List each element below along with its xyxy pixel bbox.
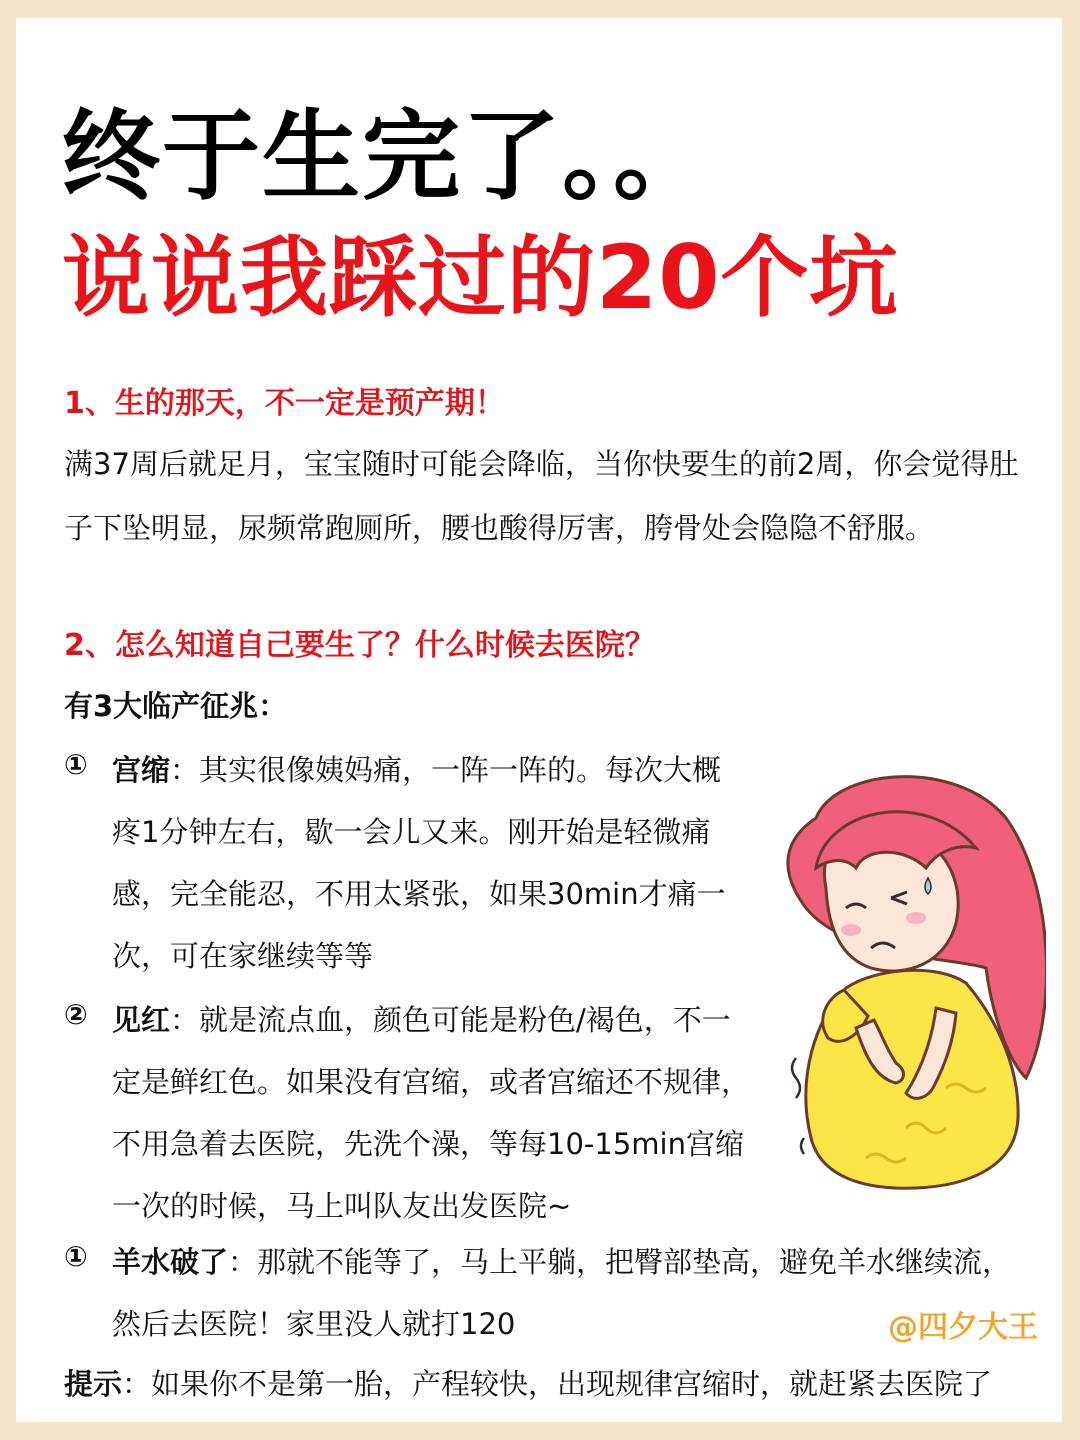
item-1-text: ：其实很像姨妈痛，一阵一阵的。每次大概 [170, 753, 722, 787]
sweat-drop [925, 878, 931, 894]
tip-line [64, 1362, 992, 1403]
item-1-line-2: 疼1分钟左右，歇一会儿又来。刚开始是轻微痛 [112, 815, 711, 849]
title-line-2: 说说我踩过的20个坑 [62, 226, 899, 329]
section-1-line-1: 满37周后就足月，宝宝随时可能会降临，当你快要生的前2周，你会觉得肚 [64, 447, 1019, 481]
item-2-text: ：就是流点血，颜色可能是粉色/褐色，不一 [170, 1003, 731, 1037]
item-2-marker: ② [64, 998, 88, 1031]
item-2-line-3: 不用急着去医院，先洗个澡，等每10-15min宫缩 [112, 1127, 744, 1161]
tip-label: 提示 [64, 1367, 123, 1401]
left-blush [841, 924, 861, 936]
item-2-line-1 [112, 998, 731, 1039]
item-2-term: 见红 [112, 1003, 171, 1037]
right-blush [906, 912, 926, 924]
item-1-term: 宫缩 [112, 753, 171, 787]
item-3-marker: ① [64, 1240, 88, 1273]
item-3-term: 羊水破了 [112, 1245, 229, 1279]
item-1-line-1 [112, 748, 721, 789]
item-2-line-4: 一次的时候，马上叫队友出发医院~ [112, 1189, 572, 1223]
watermark: @四夕大王 [888, 1310, 1038, 1345]
item-1-marker: ① [64, 748, 88, 781]
item-3-line-1 [112, 1240, 1011, 1281]
content-card [16, 18, 1062, 1422]
item-1-line-4: 次，可在家继续等等 [112, 939, 374, 973]
item-2-line-2: 定是鲜红色。如果没有宫缩，或者宫缩还不规律， [112, 1065, 751, 1099]
item-3-text: ：那就不能等了，马上平躺，把臀部垫高，避免羊水继续流， [228, 1245, 1012, 1279]
section-2-heading: 2、怎么知道自己要生了？什么时候去医院？ [64, 628, 655, 663]
item-1-line-3: 感，完全能忍，不用太紧张，如果30min才痛一 [112, 877, 726, 911]
section-1-line-2: 子下坠明显，尿频常跑厕所，腰也酸得厉害，胯骨处会隐隐不舒服。 [64, 511, 935, 545]
item-3-line-2: 然后去医院！家里没人就打120 [112, 1307, 516, 1341]
pain-mark-1 [792, 1058, 800, 1098]
section-1-heading: 1、生的那天，不一定是预产期！ [64, 386, 505, 421]
pain-mark-2 [801, 1138, 804, 1154]
tip-text: ：如果你不是第一胎，产程较快，出现规律宫缩时，就赶紧去医院了 [122, 1367, 993, 1401]
section-2-subheading: 有3大临产征兆： [64, 689, 288, 723]
pregnant-woman-illustration [756, 758, 1046, 1198]
title-line-1: 终于生完了。。 [62, 100, 714, 214]
